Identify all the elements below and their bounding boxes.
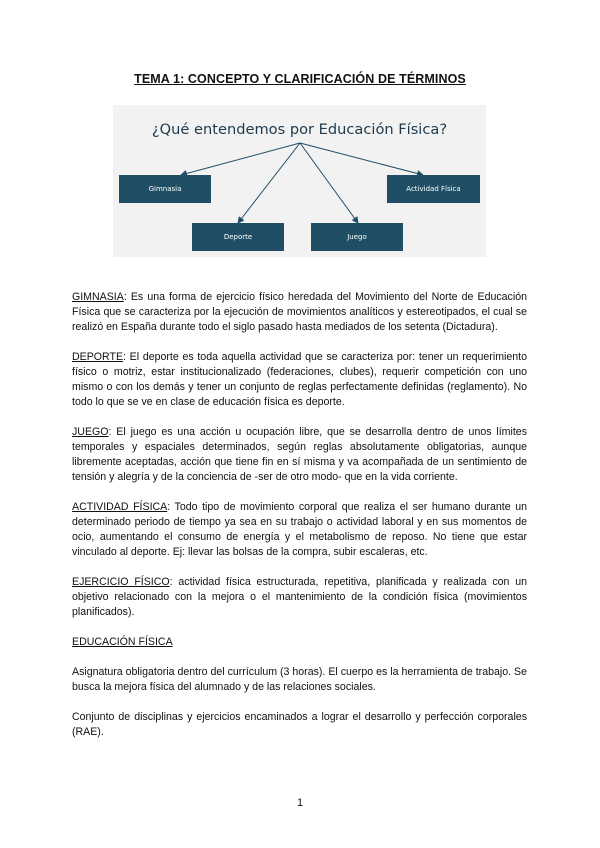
definition-deporte: : El deporte es toda aquella actividad que se caracteriza por: tener un requerimiento físico o motriz, estar institucionalizado (federaciones, clubes), requerir competición con uno mismo o con los demás y tener un conjunto de reglas perfectamente definidas (reglamento). No todo lo que se ve en clase de educación física es deporte. xyxy=(72,351,527,408)
node-gimnasia: Gimnasia xyxy=(119,175,211,203)
concept-diagram xyxy=(113,105,486,257)
paragraph-deporte xyxy=(72,350,527,410)
paragraph-gimnasia xyxy=(72,290,527,335)
definition-juego: : El juego es una acción u ocupación libre, que se desarrolla dentro de unos límites temporales y espaciales determinados, según reglas absolutamente obligatorias, aunque libremente aceptadas, acción que tiene fin en sí misma y va acompañada de un sentimiento de tensión y alegría y de la conciencia de -ser de otro modo- que en la vida corriente. xyxy=(72,426,527,483)
node-actividad-fisica: Actividad Física xyxy=(387,175,480,203)
node-deporte: Deporte xyxy=(192,223,284,251)
node-juego: Juego xyxy=(311,223,403,251)
document-body xyxy=(72,290,527,755)
term-juego: JUEGO xyxy=(72,426,109,438)
heading-educacion-fisica xyxy=(72,635,527,650)
arrow-to-deporte xyxy=(238,143,300,223)
term-actividad-fisica: ACTIVIDAD FÍSICA xyxy=(72,501,168,513)
paragraph-juego xyxy=(72,425,527,485)
term-deporte: DEPORTE xyxy=(72,351,124,363)
definition-ejercicio-fisico: : actividad física estructurada, repetitiva, planificada y realizada con un objetivo relacionado con la mejora o el mantenimiento de la condición física (movimientos planificados). xyxy=(72,576,528,618)
term-ejercicio-fisico: EJERCICIO FÍSICO xyxy=(72,576,170,588)
paragraph-educacion-fisica-2: Conjunto de disciplinas y ejercicios encaminados a lograr el desarrollo y perfección corporales (RAE). xyxy=(72,711,527,738)
arrow-to-gimnasia xyxy=(181,143,300,175)
page-title: TEMA 1: CONCEPTO Y CLARIFICACIÓN DE TÉRMINOS xyxy=(134,72,466,86)
term-gimnasia: GIMNASIA xyxy=(72,291,124,303)
diagram-question: ¿Qué entendemos por Educación Física? xyxy=(151,121,448,138)
paragraph-educacion-fisica-1: Asignatura obligatoria dentro del currículum (3 horas). El cuerpo es la herramienta de trabajo. Se busca la mejora física del alumnado y de las relaciones sociales. xyxy=(72,666,527,693)
paragraph-ejercicio-fisico xyxy=(72,575,527,620)
definition-gimnasia: : Es una forma de ejercicio físico heredada del Movimiento del Norte de Educación Física que se caracteriza por la ejecución de movimientos analíticos y estereotipados, el cual se realizó en España durante todo el siglo pasado hasta mediados de los setenta (Dictadura). xyxy=(72,291,527,333)
definition-actividad-fisica: : Todo tipo de movimiento corporal que realiza el ser humano durante un determinado periodo de tiempo ya sea en su trabajo o actividad laboral y en sus momentos de ocio, aumentando el consumo de energía y el metabolismo de reposo. No tiene que estar vinculado al deporte. Ej: llevar las bolsas de la compra, subir escaleras, etc. xyxy=(72,501,528,558)
arrow-to-juego xyxy=(300,143,358,223)
arrow-to-actividad xyxy=(300,143,423,175)
heading-educacion-fisica-text: EDUCACIÓN FÍSICA xyxy=(72,636,173,648)
paragraph-actividad-fisica xyxy=(72,500,527,560)
page-number: 1 xyxy=(296,797,304,809)
